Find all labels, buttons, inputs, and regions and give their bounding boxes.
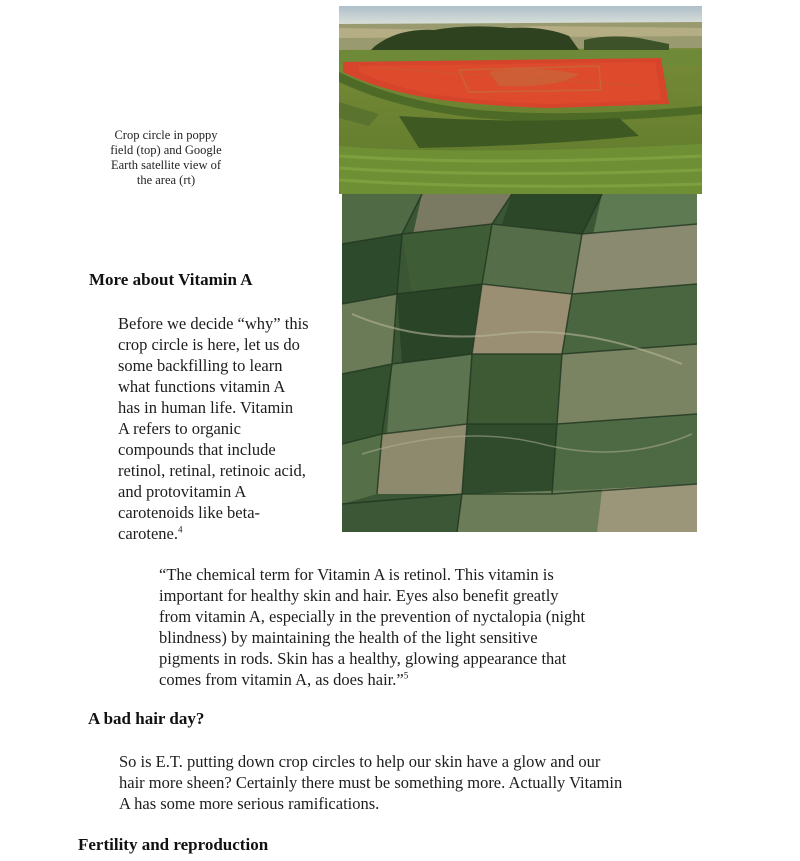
- crop-circle-photo: [339, 6, 702, 194]
- paragraph-line: Before we decide “why” this: [118, 314, 309, 333]
- vitamin-a-paragraph: [118, 313, 340, 544]
- paragraph-line: crop circle is here, let us do: [118, 335, 300, 354]
- heading-bad-hair-day: A bad hair day?: [88, 709, 205, 728]
- paragraph-line: A refers to organic: [118, 419, 241, 438]
- quote-line: important for healthy skin and hair. Eyes also benefit greatly: [159, 586, 559, 605]
- paragraph-line: A has some more serious ramifications.: [119, 794, 380, 813]
- paragraph-line: some backfilling to learn: [118, 356, 283, 375]
- paragraph-line: retinol, retinal, retinoic acid,: [118, 461, 306, 480]
- paragraph-line: carotenoids like beta-: [118, 503, 261, 522]
- bad-hair-paragraph: [119, 751, 699, 814]
- paragraph-line: So is E.T. putting down crop circles to help our skin have a glow and our: [119, 752, 601, 771]
- quote-line: from vitamin A, especially in the prevention of nyctalopia (night: [159, 607, 586, 626]
- paragraph-line: and protovitamin A: [118, 482, 247, 501]
- paragraph-line: hair more sheen? Certainly there must be something more. Actually Vitamin: [119, 773, 623, 792]
- quote-line: “The chemical term for Vitamin A is retinol. This vitamin is: [159, 565, 554, 584]
- paragraph-line: has in human life. Vitamin: [118, 398, 294, 417]
- footnote-ref-4[interactable]: 4: [178, 524, 183, 535]
- block-quote: [159, 564, 659, 690]
- quote-line: pigments in rods. Skin has a healthy, glowing appearance that: [159, 649, 567, 668]
- quote-line: blindness) by maintaining the health of the light sensitive: [159, 628, 538, 647]
- paragraph-line: compounds that include: [118, 440, 276, 459]
- paragraph-last-text: carotene.: [118, 524, 178, 543]
- heading-vitamin-a: More about Vitamin A: [89, 270, 253, 289]
- footnote-ref-5[interactable]: 5: [403, 670, 409, 681]
- photo-caption: Crop circle in poppy field (top) and Google Earth satellite view of the area (rt): [110, 128, 222, 187]
- satellite-view-photo: [342, 194, 697, 532]
- quote-line: [159, 669, 659, 690]
- heading-fertility: Fertility and reproduction: [78, 835, 269, 854]
- paragraph-line: [118, 523, 340, 544]
- quote-last-text: comes from vitamin A, as does hair.”: [159, 670, 404, 689]
- paragraph-line: what functions vitamin A: [118, 377, 286, 396]
